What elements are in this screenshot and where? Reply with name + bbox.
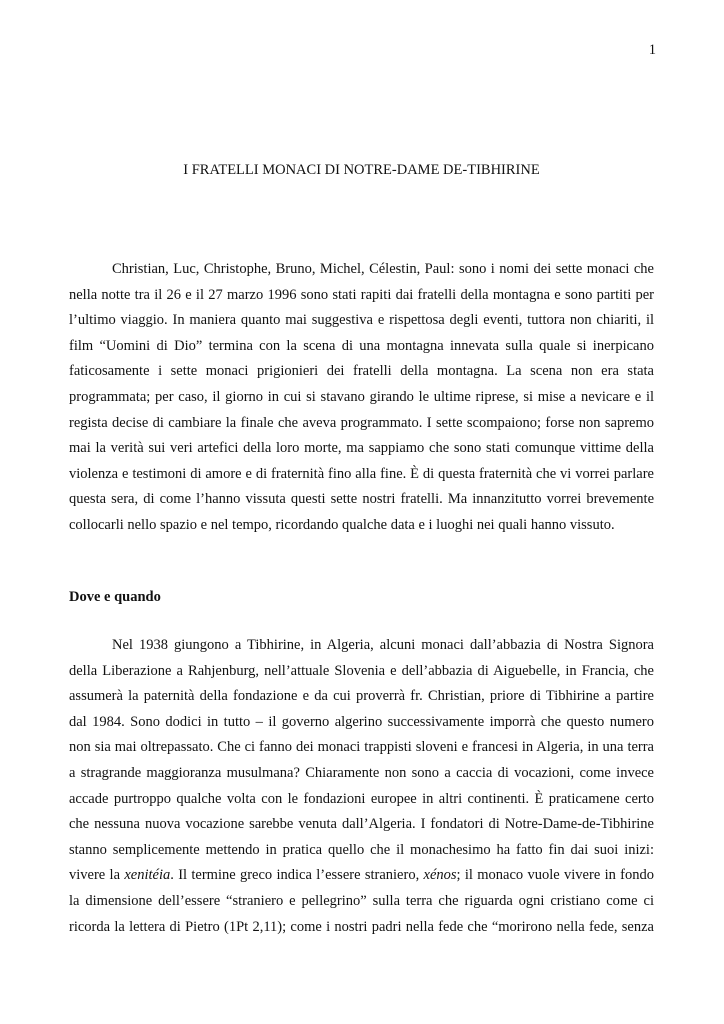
text-line: accade purtroppo qualche volta con le fondazioni europee in altri continenti. È praticamene certo [69, 790, 654, 807]
text-line: film “Uomini di Dio” termina con la scena di una montagna innevata sulla quale si inerpicano [69, 337, 654, 354]
paragraph-intro [69, 257, 654, 539]
text-run: . Il termine greco indica l’essere straniero, [170, 867, 424, 884]
text-line: nella notte tra il 26 e il 27 marzo 1996 sono stati rapiti dai fratelli della montagna e sono partiti per [69, 286, 654, 303]
text-line: questa sera, di come l’hanno vissuta questi sette nostri fratelli. Ma innanzitutto vorrei brevemente [69, 491, 654, 508]
text-line: dal 1984. Sono dodici in tutto – il governo algerino successivamente imporrà che questo numero [69, 713, 654, 730]
text-line: collocarli nello spazio e nel tempo, ricordando qualche data e i luoghi nei quali hanno vissuto. [69, 516, 615, 533]
text-run: vivere la [69, 867, 125, 884]
text-line: ricorda la lettera di Pietro (1Pt 2,11); come i nostri padri nella fede che “morirono nella fede, senza [69, 918, 654, 935]
text-line: violenza e testimoni di amore e di fraternità fino alla fine. È di questa fraternità che vi vorrei parlare [69, 465, 654, 482]
text-run: ; il monaco vuole vivere in fondo [456, 867, 655, 884]
text-line: faticosamente i sette monaci prigionieri dei fratelli della montagna. La scena non era stata [69, 363, 654, 380]
text-line: l’ultimo viaggio. In maniera quanto mai suggestiva e rispettosa degli eventi, tuttora non chiariti, il [69, 312, 654, 329]
text-line: Nel 1938 giungono a Tibhirine, in Algeria, alcuni monaci dall’abbazia di Nostra Signora [112, 637, 654, 653]
italic-term-xeniteia: xenitéia [124, 867, 171, 884]
text-line: non sia mai oltrepassato. Che ci fanno dei monaci trappisti sloveni e francesi in Algeria, in una terra [69, 739, 654, 756]
text-line: Christian, Luc, Christophe, Bruno, Michel, Célestin, Paul: sono i nomi dei sette monaci che [112, 261, 654, 277]
document-title: I FRATELLI MONACI DI NOTRE-DAME DE-TIBHIRINE [183, 162, 540, 178]
text-line: a stragrande maggioranza musulmana? Chiaramente non sono a caccia di vocazioni, come invece [69, 764, 654, 781]
text-line: che nessuna nuova vocazione sarebbe venuta dall’Algeria. I fondatori di Notre-Dame-de-Tibhirine [69, 816, 654, 833]
italic-term-xenos: xénos [423, 867, 457, 884]
text-line: assumerà la paternità della fondazione e da cui proverrà fr. Christian, priore di Tibhirine a partire [69, 688, 654, 705]
text-line: della Liberazione a Rahjenburg, nell’attuale Slovenia e dell’abbazia di Aiguebelle, in Francia, che [69, 662, 654, 679]
paragraph-dove-e-quando [69, 633, 654, 940]
text-line: regista decise di cambiare la finale che aveva programmato. I sette scompaiono; forse non sapremo [69, 414, 654, 431]
section-heading: Dove e quando [69, 589, 161, 605]
text-line: mai la verità sui veri artefici della loro morte, ma sappiamo che sono stati comunque vittime della [69, 440, 654, 457]
text-line-with-italics [69, 863, 654, 889]
text-line: programmata; per caso, il giorno in cui si stavano girando le ultime riprese, si mise a nevicare e il [69, 388, 654, 405]
page-number: 1 [648, 42, 656, 58]
text-line: la dimensione dell’essere “straniero e pellegrino” sulla terra che riguarda ogni cristiano come ci [69, 892, 654, 909]
text-line: stanno semplicemente mettendo in pratica quello che il monachesimo ha fatto fin dai suoi inizi: [69, 841, 654, 858]
